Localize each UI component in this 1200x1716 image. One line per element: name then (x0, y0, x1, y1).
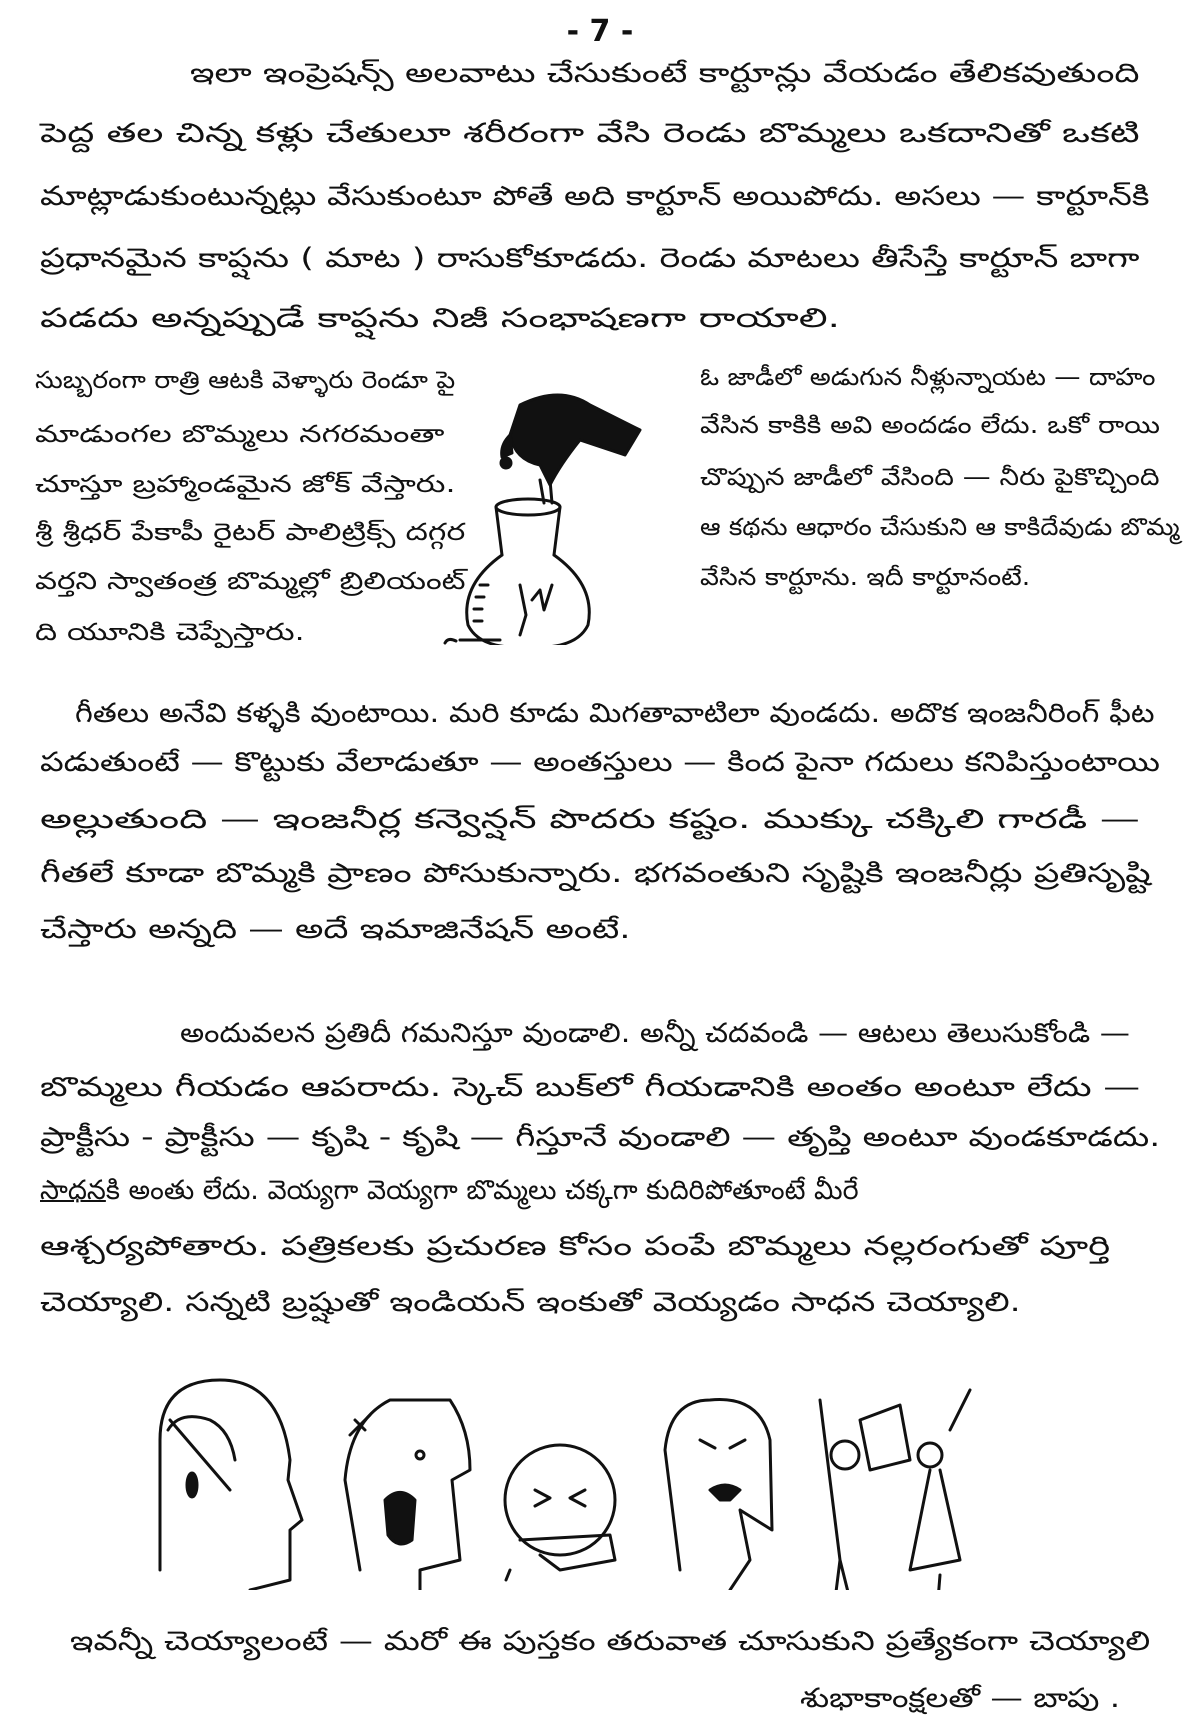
right-box-line: చొప్పున జాడీలో వేసింది — నీరు పైకొచ్చింది (700, 463, 1160, 491)
shouting-face-drawing (345, 1400, 470, 1590)
closing-caption: ఇవన్నీ చెయ్యాలంటే — మరో ఈ పుస్తకం తరువాత చూసుకుని ప్రత్యేకంగా చెయ్యాలి (70, 1626, 1151, 1657)
left-box-line: ది యూనికి చెప్పేస్తారు. (35, 618, 305, 646)
paragraph3-line: చెయ్యాలి. సన్నటి బ్రష్షుతో ఇండియన్ ఇంకుతో వెయ్యడం సాధన చెయ్యాలి. (40, 1287, 1021, 1318)
paragraph2-line: చేస్తారు అన్నది — అదే ఇమాజినేషన్ అంటే. (40, 914, 631, 945)
thinking-face-drawing (160, 1380, 302, 1590)
paragraph2-line: గీతలే కూడా బొమ్మకి ప్రాణం పోసుకున్నారు. భగవంతుని సృష్టికి ఇంజనీర్లు ప్రతిసృష్టి (40, 858, 1151, 889)
paragraph2-line: గీతలు అనేవి కళ్ళకి వుంటాయి. మరి కూడు మిగతావాటిలా వుండదు. అదొక ఇంజనీరింగ్ ఫీట (75, 698, 1155, 729)
moustache-face-drawing (665, 1400, 772, 1591)
left-box-line: వర్తని స్వాతంత్ర బొమ్మల్లో బ్రిలియంట్ (35, 567, 466, 595)
left-box-line: శ్రీ శ్రీధర్ పేకాపీ రైటర్ పాలిట్రిక్స్ దగ్గర (35, 518, 466, 546)
left-box-line: సుబ్బరంగా రాత్రి ఆటకి వెళ్ళారు రెండూ పై (35, 366, 456, 394)
right-box-line: ఆ కథను ఆధారం చేసుకుని ఆ కాకిదేవుడు బొమ్మ (700, 513, 1180, 541)
paragraph3-line: ఆశ్చర్యపోతారు. పత్రికలకు ప్రచురణ కోసం పంపే బొమ్మలు నల్లరంగుతో పూర్తి (40, 1231, 1111, 1262)
right-box-line: వేసిన కార్టూను. ఇదీ కార్టూనంటే. (700, 563, 1031, 591)
crow-and-pot-illustration (440, 385, 690, 645)
paragraph3-line (40, 1174, 859, 1208)
paragraph3-line: ప్రాక్టీసు - ప్రాక్టీసు — కృషి - కృషి — గీస్తూనే వుండాలి — తృప్తి అంటూ వుండకూడదు. (40, 1122, 1161, 1153)
right-box-line: వేసిన కాకికి అవి అందడం లేదు. ఒకో రాయి (700, 411, 1161, 439)
paragraph1-line: ప్రధానమైన కాప్షను ( మాట ) రాసుకోకూడదు. రెండు మాటలు తీసేస్తే కార్టూన్ బాగా (40, 243, 1140, 274)
signoff-signature: శుభాకాంక్షలతో — బాపు . (800, 1683, 1121, 1714)
paragraph1-line: మాట్లాడుకుంటున్నట్లు వేసుకుంటూ పోతే అది కార్టూన్ అయిపోదు. అసలు — కార్టూన్‌కి (40, 181, 1150, 212)
right-box-line: ఓ జాడీలో అడుగున నీళ్లున్నాయట — దాహం (700, 363, 1156, 391)
dancing-couple-drawing (820, 1390, 970, 1590)
left-box-line: చూస్తూ బ్రహ్మాండమైన జోక్ వేస్తారు. (35, 470, 456, 498)
paragraph1-line: పెద్ద తల చిన్న కళ్లు చేతులూ శరీరంగా వేసి రెండు బొమ్మలు ఒకదానితో ఒకటి (40, 118, 1140, 149)
paragraph2-line: అల్లుతుంది — ఇంజనీర్ల కన్వెన్షన్ పొదరు కష్టం. ముక్కు చక్కిలి గారడీ — (40, 804, 1140, 835)
paragraph3-line: అందువలన ప్రతిదీ గమనిస్తూ వుండాలి. అన్నీ చదవండి — ఆటలు తెలుసుకోండి — (180, 1018, 1130, 1049)
paragraph3-line-rest: కి అంతు లేదు. వెయ్యగా వెయ్యగా బొమ్మలు చక్కగా కుదిరిపోతూంటే మీరే (105, 1175, 859, 1206)
paragraph1-line: పడదు అన్నప్పుడే కాప్షను నిజీ సంభాషణగా రాయాలి. (40, 303, 841, 334)
sneezing-face-drawing (505, 1445, 615, 1580)
paragraph3-line: బొమ్మలు గీయడం ఆపరాదు. స్కెచ్ బుక్‌లో గీయడానికి అంతం అంటూ లేదు — (40, 1072, 1141, 1103)
expression-faces-illustration (140, 1360, 1060, 1590)
paragraph1-line: ఇలా ఇంప్రెషన్స్ అలవాటు చేసుకుంటే కార్టూన్లు వేయడం తేలికవుతుంది (190, 58, 1140, 89)
underlined-word: సాధన (40, 1175, 106, 1206)
page-number: - 7 - (566, 14, 634, 49)
left-box-line: మాడుంగల బొమ్మలు నగరమంతా (35, 420, 445, 448)
paragraph2-line: పడుతుంటే — కొట్టుకు వేలాడుతూ — అంతస్తులు — కింద పైనా గదులు కనిపిస్తుంటాయి (40, 747, 1160, 778)
